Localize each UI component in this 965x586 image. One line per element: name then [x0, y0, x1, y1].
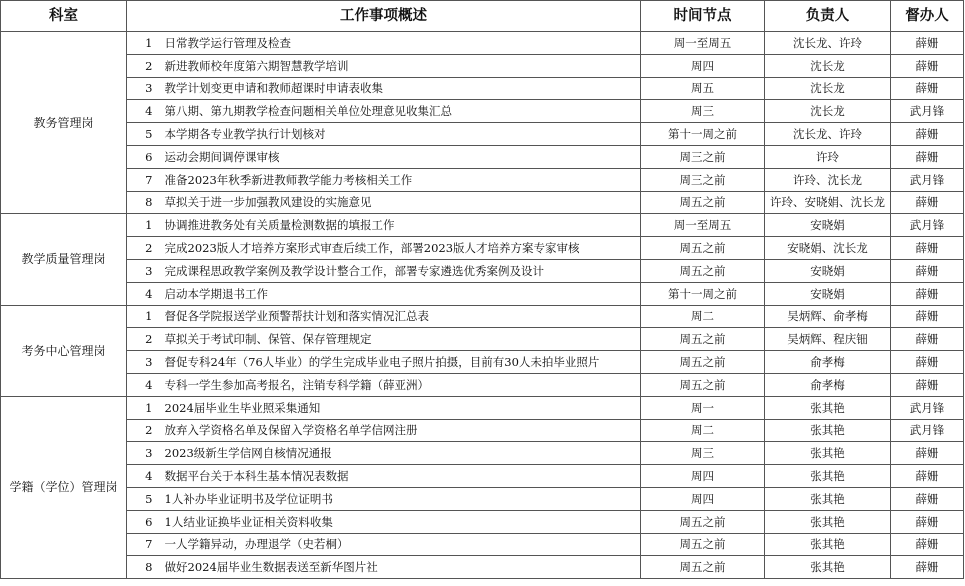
time-node: 周五	[641, 77, 765, 100]
table-row	[1, 100, 964, 123]
table-row	[1, 373, 964, 396]
task-description: 草拟关于进一步加强教风建设的实施意见	[157, 191, 641, 214]
supervisor-cell: 武月锋	[891, 214, 964, 237]
task-description: 2023级新生学信网自核情况通报	[157, 442, 641, 465]
task-description: 2024届毕业生毕业照采集通知	[157, 396, 641, 419]
time-node: 周一至周五	[641, 214, 765, 237]
time-node: 周三	[641, 442, 765, 465]
table-row	[1, 214, 964, 237]
header-supervisor: 督办人	[891, 1, 964, 32]
table-row	[1, 282, 964, 305]
time-node: 周四	[641, 487, 765, 510]
item-number: 5	[127, 123, 157, 146]
item-number: 8	[127, 191, 157, 214]
owner-cell: 张其艳	[765, 487, 891, 510]
time-node: 周五之前	[641, 328, 765, 351]
supervisor-cell: 薛姗	[891, 533, 964, 556]
item-number: 1	[127, 32, 157, 55]
table-row	[1, 533, 964, 556]
task-description: 草拟关于考试印制、保管、保存管理规定	[157, 328, 641, 351]
supervisor-cell: 薛姗	[891, 123, 964, 146]
item-number: 1	[127, 396, 157, 419]
header-row	[1, 1, 964, 32]
table-row	[1, 32, 964, 55]
supervisor-cell: 薛姗	[891, 305, 964, 328]
owner-cell: 安晓娟	[765, 259, 891, 282]
time-node: 周五之前	[641, 556, 765, 579]
supervisor-cell: 武月锋	[891, 168, 964, 191]
time-node: 周二	[641, 305, 765, 328]
owner-cell: 安晓娟	[765, 282, 891, 305]
table-row	[1, 396, 964, 419]
owner-cell: 许玲	[765, 145, 891, 168]
supervisor-cell: 武月锋	[891, 100, 964, 123]
task-description: 本学期各专业教学执行计划核对	[157, 123, 641, 146]
owner-cell: 沈长龙	[765, 54, 891, 77]
owner-cell: 张其艳	[765, 396, 891, 419]
time-node: 周一至周五	[641, 32, 765, 55]
task-description: 一人学籍异动，办理退学（史若桐）	[157, 533, 641, 556]
task-description: 做好2024届毕业生数据表送至新华图片社	[157, 556, 641, 579]
supervisor-cell: 薛姗	[891, 145, 964, 168]
task-description: 启动本学期退书工作	[157, 282, 641, 305]
time-node: 周五之前	[641, 259, 765, 282]
item-number: 6	[127, 145, 157, 168]
task-description: 放弃入学资格名单及保留入学资格名单学信网注册	[157, 419, 641, 442]
task-description: 运动会期间调停课审核	[157, 145, 641, 168]
item-number: 3	[127, 77, 157, 100]
item-number: 1	[127, 305, 157, 328]
owner-cell: 张其艳	[765, 442, 891, 465]
table-row	[1, 419, 964, 442]
table-body	[1, 32, 964, 579]
item-number: 2	[127, 54, 157, 77]
time-node: 周三之前	[641, 145, 765, 168]
time-node: 周三之前	[641, 168, 765, 191]
table-row	[1, 556, 964, 579]
task-description: 数据平台关于本科生基本情况表数据	[157, 465, 641, 488]
header-task: 工作事项概述	[127, 1, 641, 32]
owner-cell: 俞孝梅	[765, 351, 891, 374]
dept-cell: 考务中心管理岗	[1, 305, 127, 396]
item-number: 8	[127, 556, 157, 579]
time-node: 周五之前	[641, 510, 765, 533]
supervisor-cell: 薛姗	[891, 487, 964, 510]
dept-cell: 教务管理岗	[1, 32, 127, 214]
item-number: 5	[127, 487, 157, 510]
item-number: 3	[127, 259, 157, 282]
time-node: 周一	[641, 396, 765, 419]
table-row	[1, 442, 964, 465]
owner-cell: 许玲、安晓娟、沈长龙	[765, 191, 891, 214]
supervisor-cell: 薛姗	[891, 32, 964, 55]
supervisor-cell: 薛姗	[891, 259, 964, 282]
header-dept: 科室	[1, 1, 127, 32]
table-row	[1, 168, 964, 191]
table-row	[1, 328, 964, 351]
time-node: 周五之前	[641, 373, 765, 396]
time-node: 周四	[641, 54, 765, 77]
item-number: 4	[127, 100, 157, 123]
supervisor-cell: 薛姗	[891, 442, 964, 465]
time-node: 周五之前	[641, 351, 765, 374]
table-row	[1, 510, 964, 533]
task-description: 1人补办毕业证明书及学位证明书	[157, 487, 641, 510]
supervisor-cell: 薛姗	[891, 191, 964, 214]
item-number: 2	[127, 419, 157, 442]
table-row	[1, 123, 964, 146]
item-number: 3	[127, 442, 157, 465]
item-number: 4	[127, 465, 157, 488]
owner-cell: 张其艳	[765, 533, 891, 556]
table-row	[1, 54, 964, 77]
supervisor-cell: 薛姗	[891, 556, 964, 579]
table-row	[1, 145, 964, 168]
header-time: 时间节点	[641, 1, 765, 32]
time-node: 周三	[641, 100, 765, 123]
task-description: 协调推进教务处有关质量检测数据的填报工作	[157, 214, 641, 237]
owner-cell: 张其艳	[765, 465, 891, 488]
table-row	[1, 237, 964, 260]
time-node: 周四	[641, 465, 765, 488]
item-number: 7	[127, 168, 157, 191]
owner-cell: 沈长龙、许玲	[765, 123, 891, 146]
header-owner: 负责人	[765, 1, 891, 32]
time-node: 周五之前	[641, 237, 765, 260]
supervisor-cell: 薛姗	[891, 282, 964, 305]
task-description: 第八期、第九期教学检查问题相关单位处理意见收集汇总	[157, 100, 641, 123]
owner-cell: 张其艳	[765, 556, 891, 579]
time-node: 周五之前	[641, 533, 765, 556]
table-row	[1, 191, 964, 214]
owner-cell: 吴炳辉、俞孝梅	[765, 305, 891, 328]
owner-cell: 沈长龙、许玲	[765, 32, 891, 55]
table-row	[1, 487, 964, 510]
supervisor-cell: 薛姗	[891, 465, 964, 488]
owner-cell: 许玲、沈长龙	[765, 168, 891, 191]
item-number: 4	[127, 373, 157, 396]
task-description: 教学计划变更申请和教师超课时申请表收集	[157, 77, 641, 100]
item-number: 6	[127, 510, 157, 533]
task-description: 完成2023版人才培养方案形式审查后续工作，部署2023版人才培养方案专家审核	[157, 237, 641, 260]
table-row	[1, 305, 964, 328]
task-description: 专科一学生参加高考报名，注销专科学籍（薛亚洲）	[157, 373, 641, 396]
time-node: 第十一周之前	[641, 123, 765, 146]
table-row	[1, 351, 964, 374]
supervisor-cell: 武月锋	[891, 396, 964, 419]
supervisor-cell: 薛姗	[891, 328, 964, 351]
task-description: 1人结业证换毕业证相关资料收集	[157, 510, 641, 533]
time-node: 周二	[641, 419, 765, 442]
owner-cell: 张其艳	[765, 510, 891, 533]
supervisor-cell: 武月锋	[891, 419, 964, 442]
supervisor-cell: 薛姗	[891, 237, 964, 260]
item-number: 4	[127, 282, 157, 305]
task-description: 督促专科24年（76人毕业）的学生完成毕业电子照片拍摄，目前有30人未拍毕业照片	[157, 351, 641, 374]
task-description: 日常教学运行管理及检查	[157, 32, 641, 55]
dept-cell: 学籍（学位）管理岗	[1, 396, 127, 578]
owner-cell: 吴炳辉、程庆钿	[765, 328, 891, 351]
table-row	[1, 259, 964, 282]
task-description: 准备2023年秋季新进教师教学能力考核相关工作	[157, 168, 641, 191]
supervisor-cell: 薛姗	[891, 510, 964, 533]
supervisor-cell: 薛姗	[891, 77, 964, 100]
supervisor-cell: 薛姗	[891, 351, 964, 374]
owner-cell: 安晓娟	[765, 214, 891, 237]
time-node: 第十一周之前	[641, 282, 765, 305]
task-description: 新进教师校年度第六期智慧教学培训	[157, 54, 641, 77]
supervisor-cell: 薛姗	[891, 54, 964, 77]
table-row	[1, 77, 964, 100]
dept-cell: 教学质量管理岗	[1, 214, 127, 305]
owner-cell: 张其艳	[765, 419, 891, 442]
owner-cell: 沈长龙	[765, 77, 891, 100]
task-description: 督促各学院报送学业预警帮扶计划和落实情况汇总表	[157, 305, 641, 328]
item-number: 2	[127, 237, 157, 260]
item-number: 1	[127, 214, 157, 237]
time-node: 周五之前	[641, 191, 765, 214]
item-number: 2	[127, 328, 157, 351]
supervisor-cell: 薛姗	[891, 373, 964, 396]
item-number: 3	[127, 351, 157, 374]
table-row	[1, 465, 964, 488]
item-number: 7	[127, 533, 157, 556]
task-description: 完成课程思政教学案例及教学设计整合工作，部署专家遴选优秀案例及设计	[157, 259, 641, 282]
owner-cell: 安晓娟、沈长龙	[765, 237, 891, 260]
owner-cell: 沈长龙	[765, 100, 891, 123]
owner-cell: 俞孝梅	[765, 373, 891, 396]
